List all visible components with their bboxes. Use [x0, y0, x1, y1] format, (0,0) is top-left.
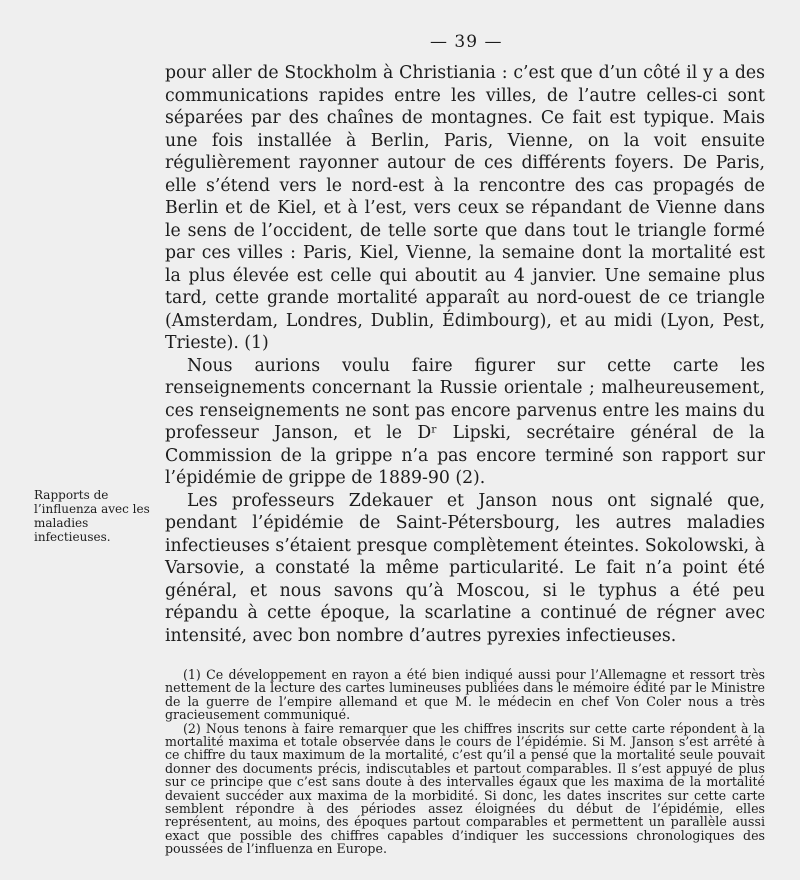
margin-note: Rapports de l’influenza avec les maladies infectieuses. [34, 488, 150, 544]
paragraph-infectious-diseases: Les professeurs Zdekauer et Janson nous ont signalé que, pendant l’épidémie de Saint-Pétersbourg, les autres maladies infectieuses s’étaient presque complètement éteintes. Sokolowski, à Varsovie, a constaté la même particularité. Le fait n’a point été général, et nous savons qu’à Moscou, si le typhus a été peu répandu à cette époque, la scarlatine a continué de régner avec intensité, avec bon nombre d’autres pyrexies infectieuses. [165, 490, 765, 646]
footnote-1: (1) Ce développement en rayon a été bien indiqué aussi pour l’Allemagne et ressort très nettement de la lecture des cartes lumineuses publiées dans le mémoire édité par le Ministre de la guerre de l’empire allemand et que M. le médecin en chef Von Coler nous a très gracieusement communiqué. [165, 667, 765, 723]
page-number: — 39 — [430, 32, 503, 52]
footnotes [165, 668, 765, 856]
paragraph-russia: Nous aurions voulu faire figurer sur cette carte les renseignements concernant la Russie orientale ; malheureusement, ces renseignements ne sont pas encore parvenus entre les mains du professeur Janson, et le Dʳ Lipski, secrétaire général de la Commission de la grippe n’a pas encore terminé son rapport sur l’épidémie de grippe de 1889-90 (2). [165, 355, 765, 488]
footnote-2: (2) Nous tenons à faire remarquer que les chiffres inscrits sur cette carte répondent à la mortalité maxima et totale observée dans le cours de l’épidémie. Si M. Janson s’est arrêté à ce chiffre du taux maximum de la mortalité, c’est qu’il a pensé que la mortalité seule pouvait donner des documents précis, indiscutables et partout comparables. Il s’est appuyé de plus sur ce principe que c’est sans doute à des intervalles égaux que les maxima de la mortalité devaient succéder aux maxima de la morbidité. Si donc, les dates inscrites sur cette carte semblent répondre à des périodes assez éloignées du début de l’épidémie, elles représentent, au moins, des époques partout comparables et permettent un parallèle aussi exact que possible des chiffres capables d’indiquer les successions chronologiques des poussées de l’influenza en Europe. [165, 720, 765, 857]
main-text [165, 62, 765, 647]
paragraph-continuation: pour aller de Stockholm à Christiania : c’est que d’un côté il y a des communications rapides entre les villes, de l’autre celles-ci sont séparées par des chaînes de montagnes. Ce fait est typique. Mais une fois installée à Berlin, Paris, Vienne, on la voit ensuite régulièrement rayonner autour de ces différents foyers. De Paris, elle s’étend vers le nord-est à la rencontre des cas propagés de Berlin et de Kiel, et à l’est, vers ceux se répandant de Vienne dans le sens de l’occident, de telle sorte que dans tout le triangle formé par ces villes : Paris, Kiel, Vienne, la semaine dont la mortalité est la plus élevée est celle qui aboutit au 4 janvier. Une semaine plus tard, cette grande mortalité apparaît au nord-ouest de ce triangle (Amsterdam, Londres, Dublin, Édimbourg), et au midi (Lyon, Pest, Trieste). (1) [165, 63, 765, 353]
